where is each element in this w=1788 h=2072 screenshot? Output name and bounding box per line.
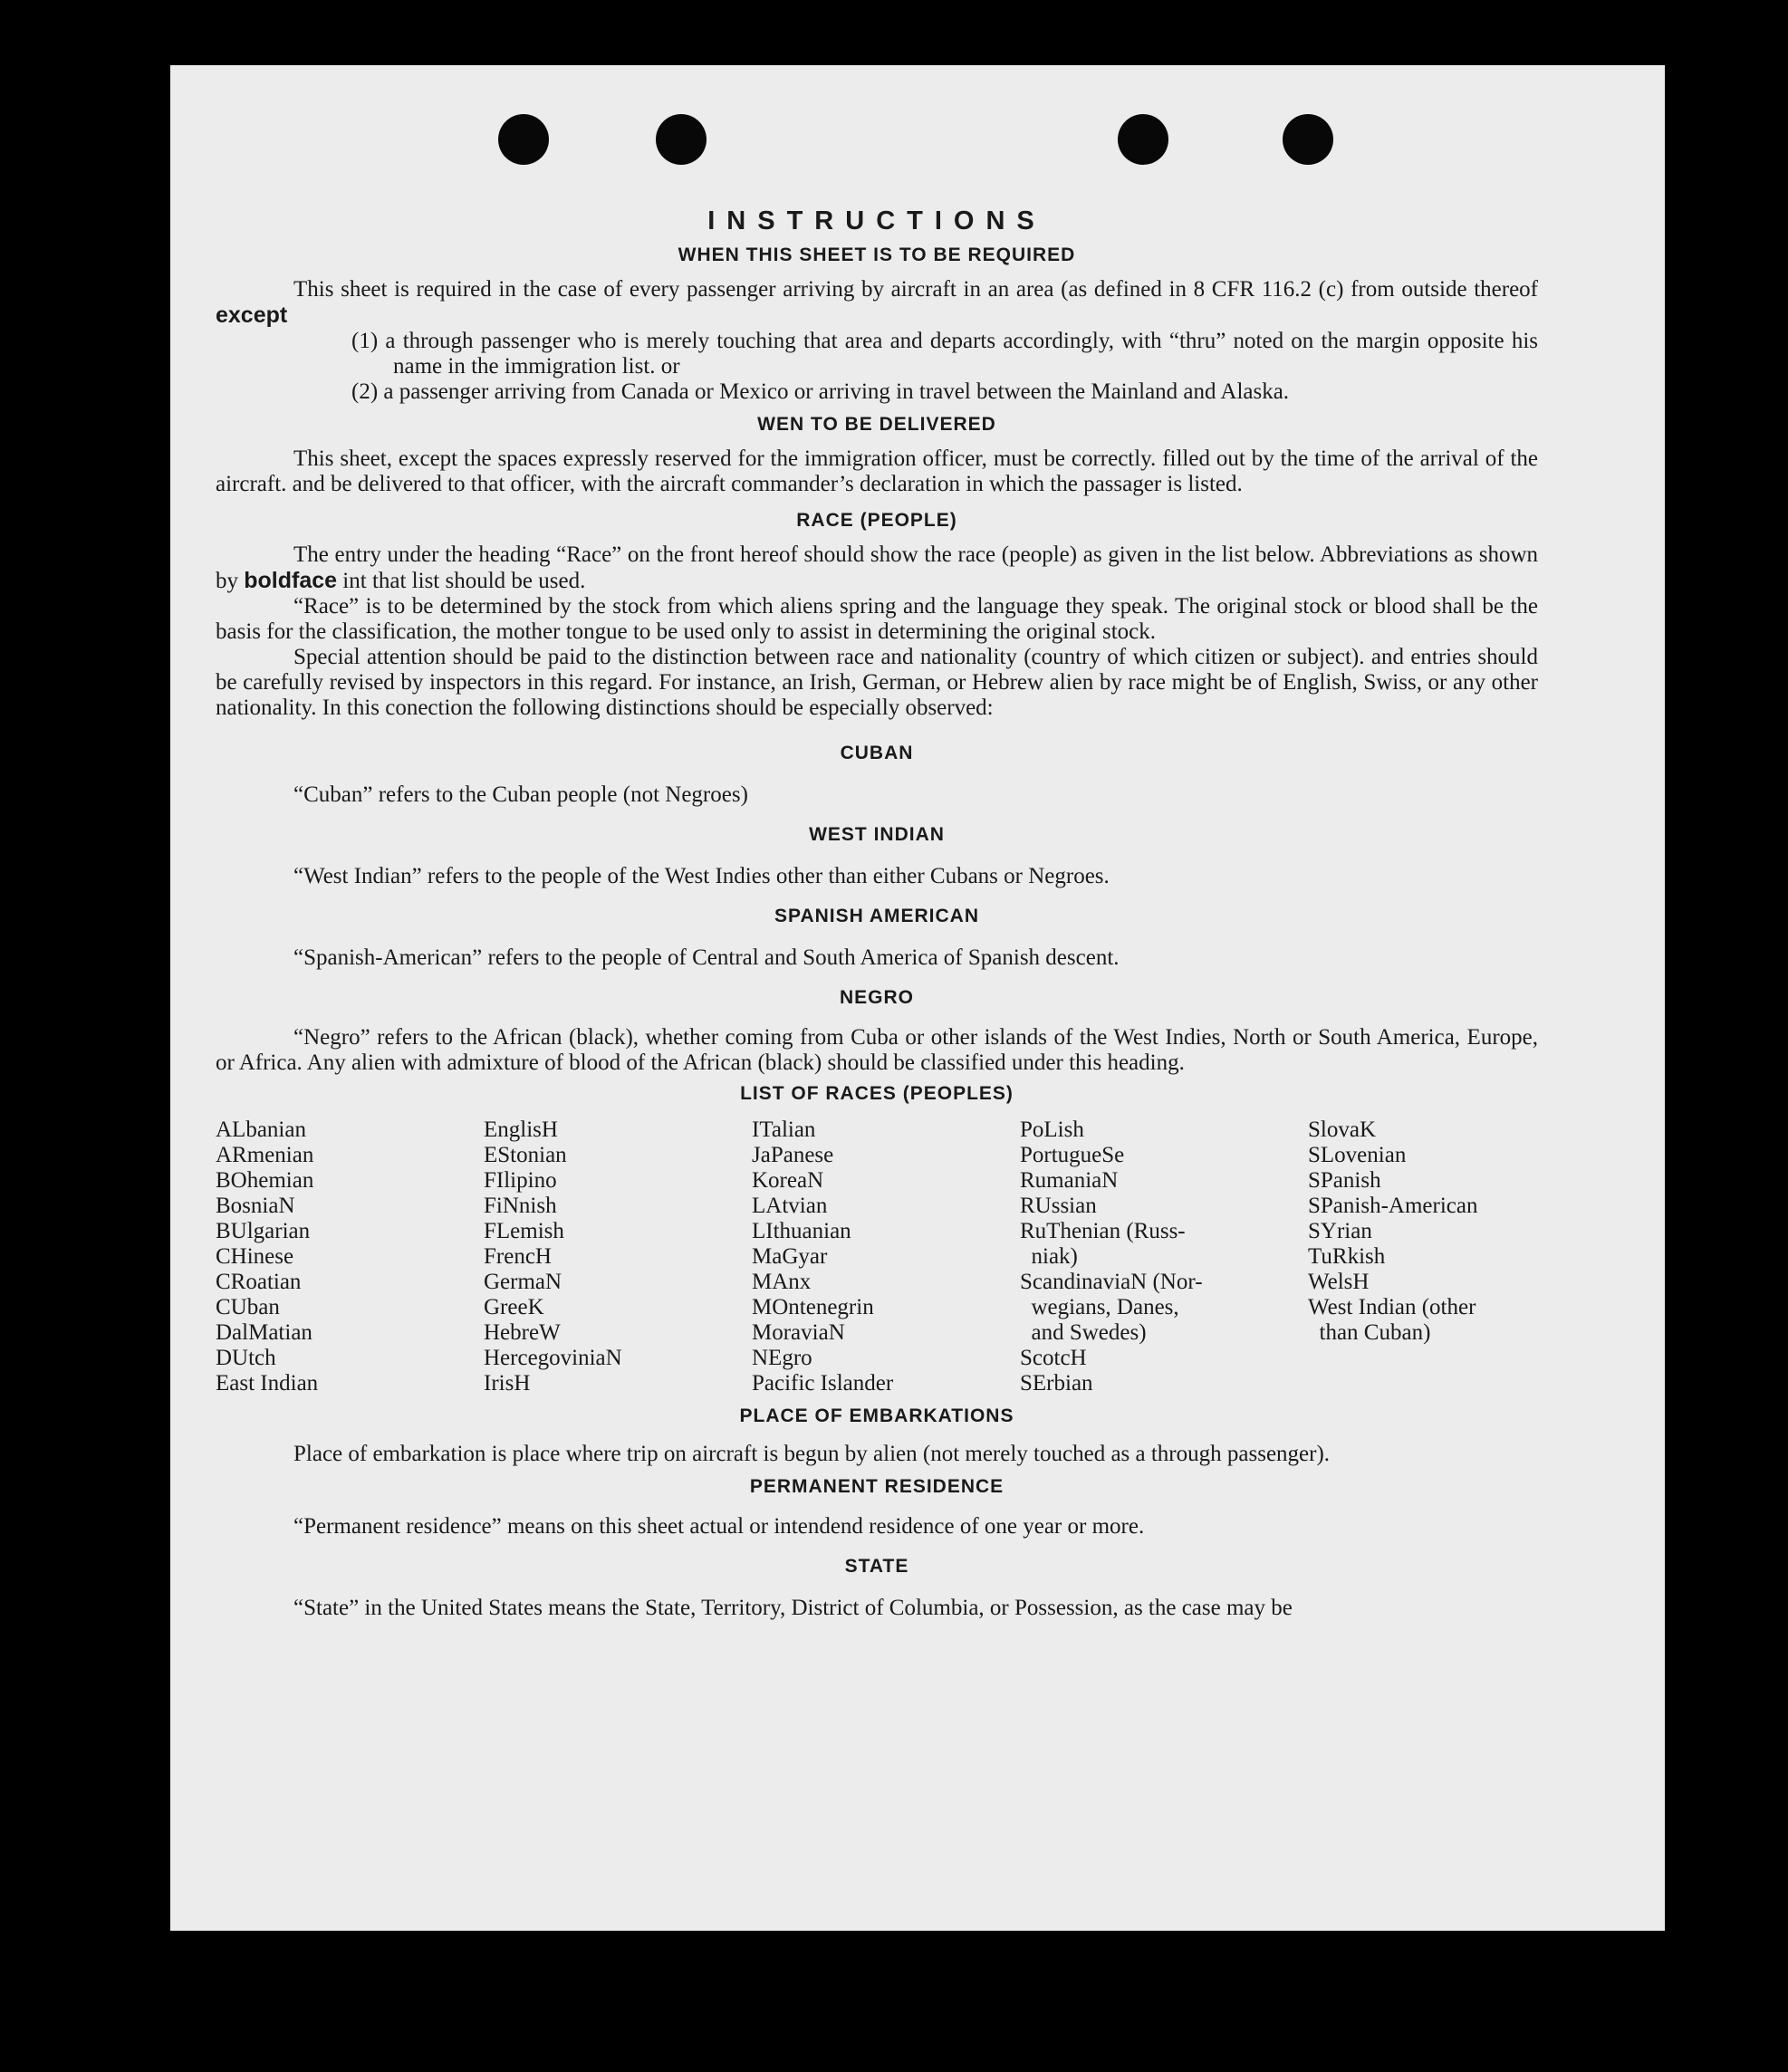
punch-hole	[1283, 114, 1333, 165]
race-item: FiNnish	[484, 1194, 557, 1218]
race-item: and Swedes)	[1020, 1320, 1147, 1345]
spanish-american-text: “Spanish-American” refers to the people of Central and South America of Spanish descent.	[293, 945, 1120, 970]
race-item: ALbanian	[216, 1118, 306, 1142]
heading-permanent-residence: PERMANENT RESIDENCE	[749, 1476, 1005, 1497]
except-word: except	[216, 302, 288, 328]
race-item: RuThenian (Russ-	[1020, 1219, 1186, 1243]
race-item: East Indian	[216, 1371, 319, 1396]
document-sheet	[170, 65, 1665, 1931]
exception-item-1: (1) a through passenger who is merely touching that area and departs accordingly, with “thru” noted on the margin opposite his name in the immigration list. or	[351, 329, 1538, 379]
heading-west-indian: WEST INDIAN	[809, 824, 945, 845]
race-item: PortugueSe	[1020, 1143, 1125, 1167]
race-item: HercegoviniaN	[484, 1346, 622, 1370]
races-column-4	[1020, 1118, 1308, 1396]
race-paragraph-1	[216, 542, 1538, 594]
race-item: ITalian	[752, 1118, 816, 1142]
cuban-text: “Cuban” refers to the Cuban people (not Negroes)	[293, 782, 748, 807]
race-item: CRoatian	[216, 1270, 302, 1294]
embarkation-text: Place of embarkation is place where trip on aircraft is begun by alien (not merely touched as a through passenger).	[293, 1442, 1331, 1466]
race-item: MaGyar	[752, 1244, 828, 1269]
race-item: TuRkish	[1308, 1244, 1386, 1269]
races-column-5	[1308, 1118, 1538, 1396]
race-item: ScotcH	[1020, 1346, 1087, 1370]
race-item: DalMatian	[216, 1320, 312, 1345]
race-item: FIlipino	[484, 1168, 557, 1193]
race-item: SErbian	[1020, 1371, 1093, 1396]
race-item: than Cuban)	[1308, 1320, 1431, 1345]
race-item: SPanish	[1308, 1168, 1381, 1193]
heading-list-of-races: LIST OF RACES (PEOPLES)	[740, 1083, 1014, 1104]
heading-state: STATE	[844, 1556, 909, 1577]
negro-text: “Negro” refers to the African (black), whether coming from Cuba or other islands of the West Indies, North or South America, Europe, or Africa. Any alien with admixture of blood of the African (black) should be classified under this heading.	[216, 1025, 1538, 1075]
race-item: SlovaK	[1308, 1118, 1376, 1142]
heading-race: RACE (PEOPLE)	[796, 510, 957, 531]
race-item: CUban	[216, 1295, 280, 1319]
punch-hole	[498, 114, 549, 165]
heading-embarkation: PLACE OF EMBARKATIONS	[739, 1405, 1014, 1426]
heading-when-required: WHEN THIS SHEET IS TO BE REQUIRED	[678, 245, 1076, 265]
race-item: Pacific Islander	[752, 1371, 894, 1396]
when-required-text	[216, 277, 1538, 329]
race-item: SLovenian	[1308, 1143, 1407, 1167]
race-paragraph-2: “Race” is to be determined by the stock from which aliens spring and the language they speak. The original stock or blood shall be the basis for the classification, the mother tongue to be used only to assist in determining the original stock.	[216, 594, 1538, 644]
when-required-intro: This sheet is required in the case of every passenger arriving by aircraft in an area (as defined in 8 CFR 116.2 (c) from outside thereof	[293, 277, 1538, 302]
instructions-title: INSTRUCTIONS	[707, 206, 1046, 235]
race-item: EnglisH	[484, 1118, 558, 1142]
race-item: SYrian	[1308, 1219, 1372, 1243]
race-item: FrencH	[484, 1244, 552, 1269]
race-item: RumaniaN	[1020, 1168, 1119, 1193]
race-item: PoLish	[1020, 1118, 1084, 1142]
race-item: LAtvian	[752, 1194, 828, 1218]
boldface-word: boldface	[244, 568, 338, 593]
heading-negro: NEGRO	[839, 987, 914, 1008]
race-item: CHinese	[216, 1244, 294, 1269]
residence-text: “Permanent residence” means on this sheet actual or intendend residence of one year or more.	[293, 1514, 1145, 1539]
exception-item-2: (2) a passenger arriving from Canada or Mexico or arriving in travel between the Mainland and Alaska.	[351, 379, 1290, 404]
races-column-2	[484, 1118, 752, 1396]
instructions-content	[216, 205, 1538, 1621]
races-list	[216, 1118, 1538, 1396]
punch-hole	[1118, 114, 1168, 165]
race-item: ARmenian	[216, 1143, 314, 1167]
race-item: IrisH	[484, 1371, 531, 1396]
race-p1-before: The entry under the heading “Race” on the front hereof should show the race (people) as given in the list below. Abbreviations as shown by	[216, 542, 1538, 593]
when-delivered-text: This sheet, except the spaces expressly reserved for the immigration officer, must be correctly. filled out by the time of the arrival of the aircraft. and be delivered to that officer, with the aircraft commander’s declaration in which the passager is listed.	[216, 446, 1538, 496]
race-item: MOntenegrin	[752, 1295, 874, 1319]
heading-cuban: CUBAN	[840, 743, 914, 763]
race-item: NEgro	[752, 1346, 812, 1370]
punch-hole	[656, 114, 707, 165]
state-text: “State” in the United States means the State, Territory, District of Columbia, or Possession, as the case may be	[293, 1596, 1293, 1620]
race-item: JaPanese	[752, 1143, 834, 1167]
race-item: MAnx	[752, 1270, 812, 1294]
race-item: West Indian (other	[1308, 1295, 1476, 1319]
race-item: GreeK	[484, 1295, 544, 1319]
race-item: SPanish-American	[1308, 1194, 1478, 1218]
race-paragraph-3: Special attention should be paid to the distinction between race and nationality (country of which citizen or subject). and entries should be carefully revised by inspectors in this regard. For instance, an Irish, German, or Hebrew alien by race might be of English, Swiss, or any other nationality. In this conection the following distinctions should be especially observed:	[216, 645, 1538, 720]
race-item: DUtch	[216, 1346, 276, 1370]
race-item: MoraviaN	[752, 1320, 845, 1345]
race-item: BosniaN	[216, 1194, 295, 1218]
races-column-1	[216, 1118, 484, 1396]
race-item: LIthuanian	[752, 1219, 851, 1243]
race-item: BOhemian	[216, 1168, 314, 1193]
race-item: BUlgarian	[216, 1219, 311, 1243]
race-item: HebreW	[484, 1320, 561, 1345]
race-item: FLemish	[484, 1219, 564, 1243]
race-item: ScandinaviaN (Nor-	[1020, 1270, 1203, 1294]
race-item: wegians, Danes,	[1020, 1295, 1179, 1319]
race-item: niak)	[1020, 1244, 1078, 1269]
race-item: EStonian	[484, 1143, 567, 1167]
race-p1-after: int that list should be used.	[342, 569, 586, 593]
race-item: KoreaN	[752, 1168, 824, 1193]
west-indian-text: “West Indian” refers to the people of the West Indies other than either Cubans or Negroes.	[293, 864, 1110, 888]
race-item: GermaN	[484, 1270, 562, 1294]
race-item: RUssian	[1020, 1194, 1097, 1218]
heading-spanish-american: SPANISH AMERICAN	[774, 906, 979, 926]
races-column-3	[752, 1118, 1020, 1396]
race-item: WelsH	[1308, 1270, 1370, 1294]
heading-when-delivered: WEN TO BE DELIVERED	[757, 414, 996, 435]
